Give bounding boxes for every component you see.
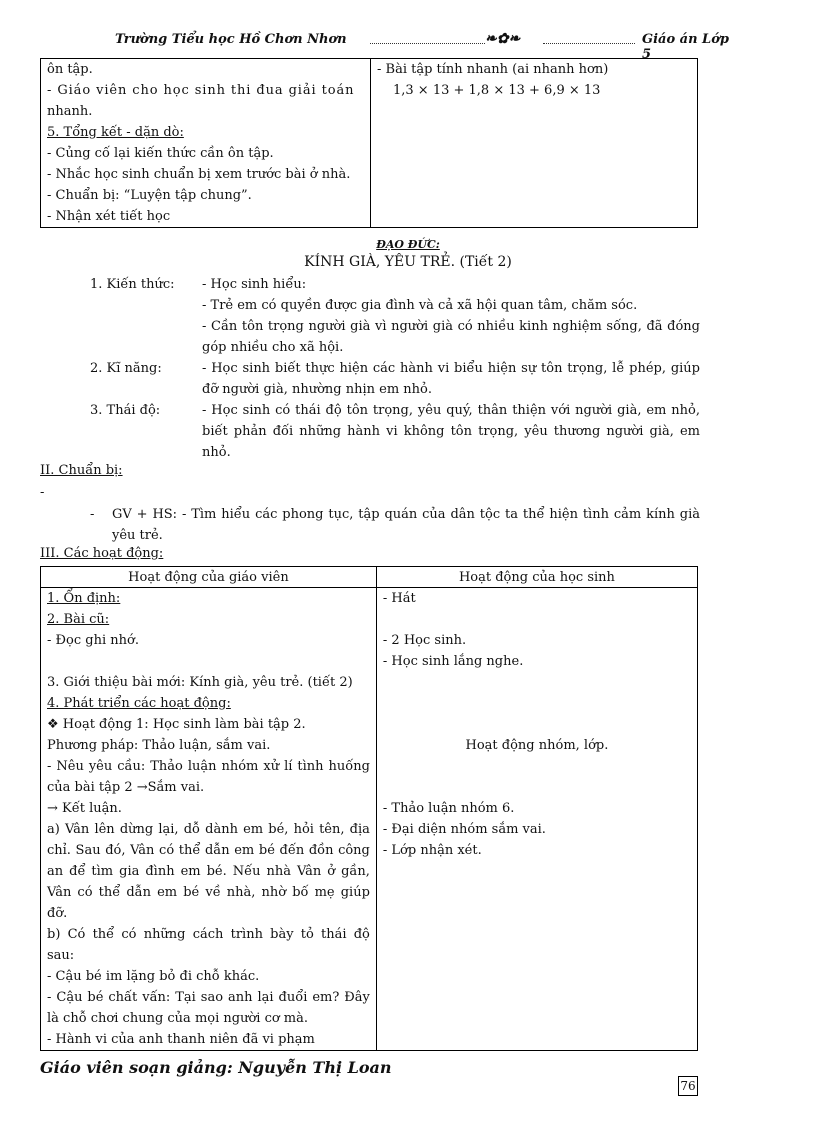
blank-line bbox=[383, 672, 691, 693]
author-footer: Giáo viên soạn giảng: Nguyễn Thị Loan bbox=[40, 1058, 392, 1077]
text-line: - Học sinh có thái độ tôn trọng, yêu quý, thân thiện với người già, em nhỏ, biết phản đối những hành vi không tôn trọng, yêu thương người già, em nhỏ. bbox=[202, 403, 700, 460]
lesson-title: KÍNH GIÀ, YÊU TRẺ. (Tiết 2) bbox=[304, 254, 512, 270]
section-heading: 5. Tổng kết - dặn dò: bbox=[47, 125, 184, 140]
plan-title: Giáo án Lớp 5 bbox=[642, 32, 729, 62]
text-line: - Học sinh lắng nghe. bbox=[382, 654, 524, 669]
blank-line bbox=[383, 756, 691, 777]
prep-heading: II. Chuẩn bị: bbox=[40, 463, 123, 478]
text-line: - Nhận xét tiết học bbox=[47, 209, 171, 224]
activity-heading: ❖ Hoạt động 1: Học sinh làm bài tập 2. bbox=[47, 717, 306, 732]
text-line: - Trẻ em có quyền được gia đình và cả xã hội quan tâm, chăm sóc. bbox=[202, 298, 638, 313]
text-line: - Cần tôn trọng người già vì người già có nhiều kinh nghiệm sống, đã đóng góp nhiều cho xã hội. bbox=[202, 319, 700, 355]
student-activities-cell bbox=[376, 588, 697, 1051]
subject-title: ĐẠO ĐỨC: bbox=[376, 238, 440, 251]
math-expression: 1,3 × 13 + 1,8 × 13 + 6,9 × 13 bbox=[393, 83, 601, 98]
text-paragraph: - Cậu bé chất vấn: Tại sao anh lại đuổi em? Đây là chỗ chơi chung của mọi người cơ mà. bbox=[47, 990, 370, 1026]
text-line: - Đại diện nhóm sắm vai. bbox=[382, 822, 546, 837]
objective-label: 1. Kiến thức: bbox=[90, 277, 175, 292]
objective-skills bbox=[90, 358, 700, 400]
text-line: - Thảo luận nhóm 6. bbox=[382, 801, 515, 816]
header-dotted-rule bbox=[370, 43, 485, 44]
activities-heading: III. Các hoạt động: bbox=[40, 546, 164, 561]
stray-dash: - bbox=[40, 485, 45, 500]
top-table-left-cell bbox=[41, 59, 371, 228]
text-line: - Nêu yêu cầu: Thảo luận nhóm xử lí tình huống của bài tập 2 →Sắm vai. bbox=[47, 759, 370, 795]
text-line: - Học sinh hiểu: bbox=[202, 277, 307, 292]
text-line: - Nhắc học sinh chuẩn bị xem trước bài ở nhà. bbox=[47, 167, 351, 182]
top-table bbox=[40, 58, 698, 228]
text-line: 3. Giới thiệu bài mới: Kính già, yêu trẻ. (tiết 2) bbox=[47, 675, 353, 690]
text-line: → Kết luận. bbox=[47, 801, 122, 816]
step-heading: 4. Phát triển các hoạt động: bbox=[47, 696, 231, 711]
blank-line bbox=[383, 714, 691, 735]
teacher-column-header: Hoạt động của giáo viên bbox=[41, 567, 377, 588]
blank-line bbox=[383, 609, 691, 630]
text-line: nhanh. bbox=[47, 104, 93, 119]
bullet-dash: - bbox=[90, 507, 95, 522]
objective-label: 3. Thái độ: bbox=[90, 403, 161, 418]
blank-line bbox=[383, 777, 691, 798]
text-line: - Cậu bé im lặng bỏ đi chỗ khác. bbox=[47, 969, 260, 984]
header-dotted-rule-2 bbox=[543, 43, 635, 44]
text-line: - Giáo viên cho học sinh thi đua giải toán bbox=[47, 83, 355, 98]
objective-label: 2. Kĩ năng: bbox=[90, 361, 162, 376]
page-header bbox=[115, 31, 740, 62]
text-line: - Hành vi của anh thanh niên đã vi phạm bbox=[47, 1032, 315, 1047]
text-paragraph: b) Có thể có những cách trình bày tỏ thái độ sau: bbox=[47, 927, 370, 963]
text-line: - 2 Học sinh. bbox=[382, 633, 467, 648]
page-number: 76 bbox=[678, 1076, 698, 1096]
top-table-right-cell bbox=[371, 59, 698, 228]
objective-attitude bbox=[90, 400, 700, 463]
blank-line bbox=[383, 693, 691, 714]
text-line: - Hát bbox=[382, 591, 416, 606]
text-line: ôn tập. bbox=[47, 62, 93, 77]
school-name: Trường Tiểu học Hồ Chơn Nhơn bbox=[115, 32, 347, 47]
text-line: - Học sinh biết thực hiện các hành vi biểu hiện sự tôn trọng, lễ phép, giúp đỡ người già, nhường nhịn em nhỏ. bbox=[202, 361, 700, 397]
student-column-header: Hoạt động của học sinh bbox=[376, 567, 697, 588]
text-line: - Đọc ghi nhớ. bbox=[47, 633, 139, 648]
prep-text: GV + HS: - Tìm hiểu các phong tục, tập quán của dân tộc ta thể hiện tình cảm kính già yêu trẻ. bbox=[112, 507, 700, 543]
step-heading: 1. Ổn định: bbox=[47, 591, 121, 606]
text-paragraph: a) Vân lên dừng lại, dỗ dành em bé, hỏi tên, địa chỉ. Sau đó, Vân có thể dẫn em bé đến đồn công an để tìm gia đình em bé. Nếu nhà Vân ở gần, Vân có thể dẫn em bé về nhà, nhờ bố mẹ giúp đỡ. bbox=[47, 822, 370, 921]
teacher-activities-cell bbox=[41, 588, 377, 1051]
text-line: - Củng cố lại kiến thức cần ôn tập. bbox=[47, 146, 274, 161]
ornament-icon: ❧✿❧ bbox=[485, 31, 521, 47]
text-line: - Lớp nhận xét. bbox=[382, 843, 482, 858]
blank-line bbox=[47, 651, 370, 672]
step-heading: 2. Bài cũ: bbox=[47, 612, 110, 627]
objective-knowledge bbox=[90, 274, 700, 358]
text-line: Phương pháp: Thảo luận, sắm vai. bbox=[47, 738, 271, 753]
text-line: - Bài tập tính nhanh (ai nhanh hơn) bbox=[377, 62, 609, 77]
text-line: Hoạt động nhóm, lớp. bbox=[465, 738, 609, 753]
activities-table bbox=[40, 566, 698, 1051]
text-line: - Chuẩn bị: “Luyện tập chung”. bbox=[47, 188, 252, 203]
